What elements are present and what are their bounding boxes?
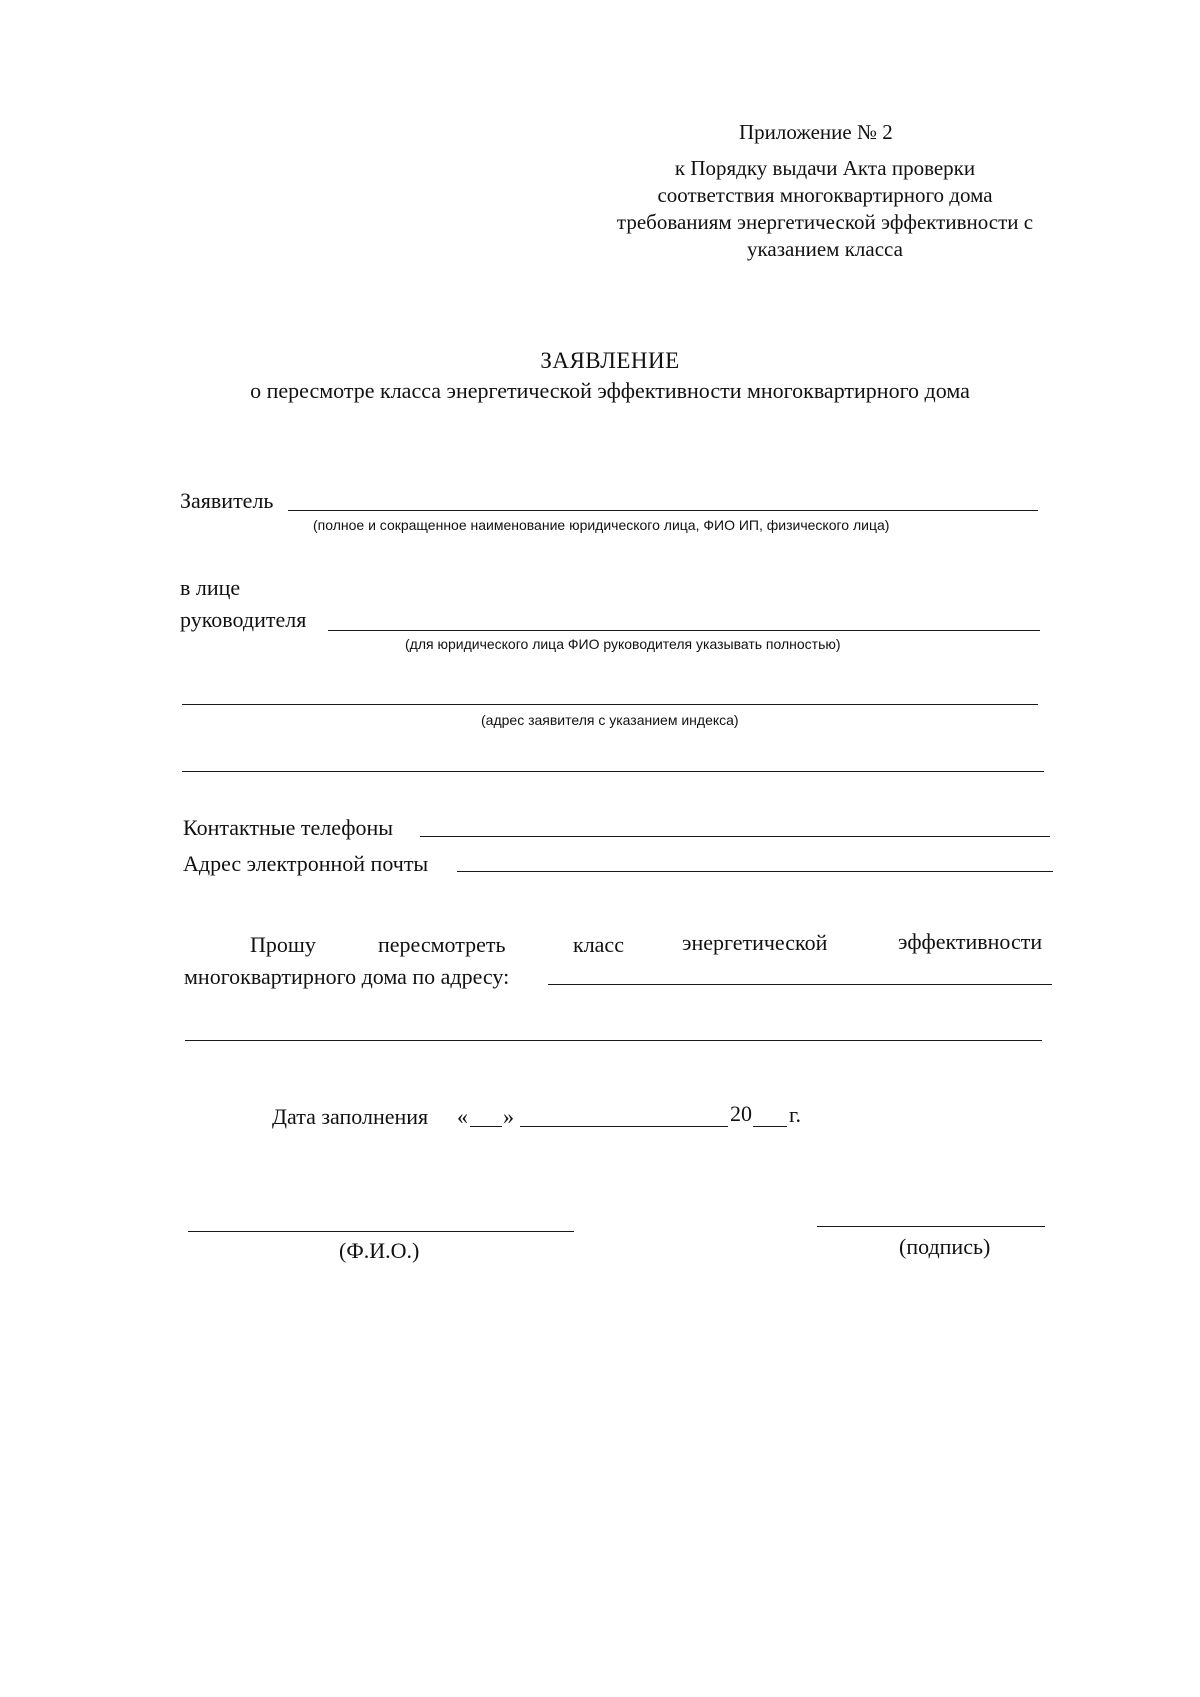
represented-by-label: в лице [180, 575, 241, 600]
date-year-suffix: г. [789, 1102, 802, 1127]
director-caption: (для юридического лица ФИО руководителя указывать полностью) [405, 636, 841, 652]
date-year-field[interactable] [753, 1126, 787, 1127]
date-month-field[interactable] [520, 1126, 728, 1127]
appendix-reference-line: требованиям энергетической эффективности с [616, 210, 1034, 234]
appendix-number: Приложение № 2 [739, 120, 893, 144]
phones-label: Контактные телефоны [183, 815, 394, 840]
name-caption: (Ф.И.О.) [339, 1238, 420, 1263]
request-word: класс [573, 932, 624, 957]
phones-field[interactable] [420, 836, 1050, 837]
request-word: Прошу [250, 932, 316, 957]
date-day-field[interactable] [470, 1126, 502, 1127]
director-field[interactable] [328, 630, 1040, 631]
request-address-field-continued[interactable] [185, 1040, 1042, 1041]
address-field-continued[interactable] [182, 771, 1044, 772]
request-address-field[interactable] [548, 984, 1052, 985]
signature-field[interactable] [817, 1226, 1045, 1227]
document-title-block [180, 346, 1040, 406]
email-label: Адрес электронной почты [183, 851, 429, 876]
appendix-reference-line: соответствия многоквартирного дома [657, 183, 993, 207]
name-signature-field[interactable] [188, 1231, 574, 1232]
document-title: ЗАЯВЛЕНИЕ [540, 348, 680, 373]
date-close-quote: » [503, 1104, 514, 1129]
date-open-quote: « [457, 1104, 468, 1129]
appendix-reference-line: к Порядку выдачи Акта проверки [674, 156, 976, 180]
date-century: 20 [730, 1101, 752, 1126]
appendix-reference-line: указанием класса [747, 237, 903, 261]
email-field[interactable] [457, 871, 1053, 872]
address-caption: (адрес заявителя с указанием индекса) [481, 712, 739, 728]
applicant-field[interactable] [288, 510, 1038, 511]
applicant-caption: (полное и сокращенное наименование юридического лица, ФИО ИП, физического лица) [313, 517, 890, 533]
director-label: руководителя [180, 607, 307, 632]
applicant-label: Заявитель [180, 488, 274, 513]
request-word: эффективности [898, 929, 1043, 954]
address-field[interactable] [182, 704, 1038, 705]
date-label: Дата заполнения [272, 1104, 429, 1129]
signature-caption: (подпись) [899, 1234, 991, 1259]
document-subtitle: о пересмотре класса энергетической эффективности многоквартирного дома [250, 378, 970, 403]
appendix-reference [590, 155, 1060, 263]
request-word: энергетической [682, 930, 828, 955]
request-word: пересмотреть [378, 932, 506, 957]
request-address-label: многоквартирного дома по адресу: [184, 964, 510, 989]
